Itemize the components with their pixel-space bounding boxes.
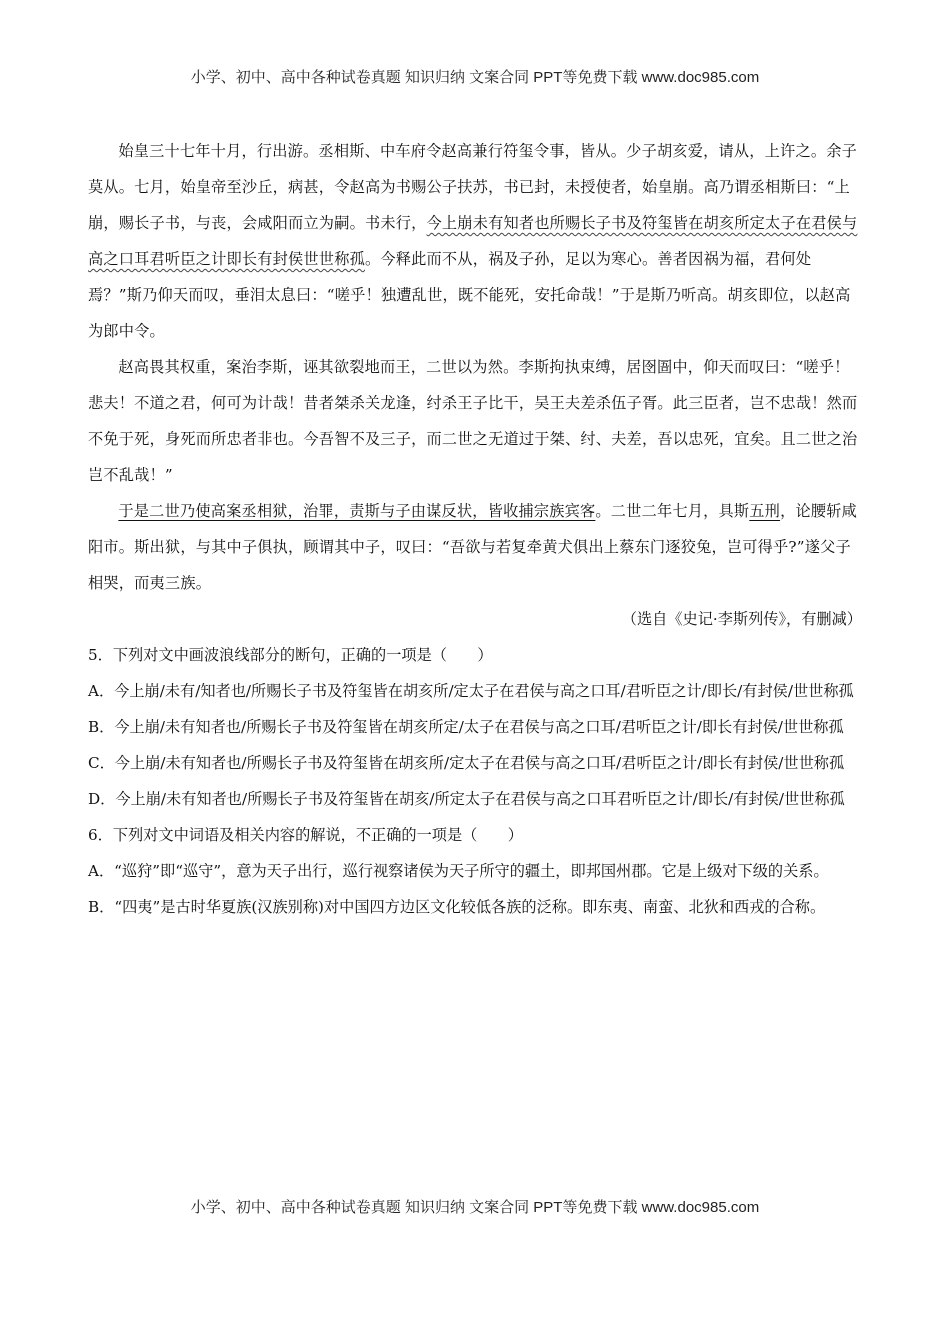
footer-banner: 小学、初中、高中各种试卷真题 知识归纳 文案合同 PPT等免费下载 www.doc985.com [190,1199,760,1216]
p3-text-after: ，论腰斩咸阳市。斯出狱，与其中子俱执，顾谓其中子，叹曰：“吾欲与若复牵黄犬俱出上蔡东门逐狡兔，岂可得乎?”遂父子相哭，而夷三族。 [88,502,857,592]
p1-text-after: 。今释此而不从，祸及子孙，足以为寒心。善者因祸为福，君何处焉？”斯乃仰天而叹，垂泪太息曰：“嗟乎！独遭乱世，既不能死，安托命哉！”于是斯乃听高。胡亥即位，以赵高为郎中令。 [88,250,851,340]
passage-source: （选自《史记·李斯列传》，有删减） [621,610,862,628]
question-5-option-b: B．今上崩/未有知者也/所赐长子书及符玺皆在胡亥所定/太子在君侯与高之口耳/君听臣之计/即长有封侯/世世称孤 [88,718,844,736]
document-body [88,133,862,925]
underlined-sentence: 于是二世乃使高案丞相狱，治罪，责斯与子由谋反状，皆收捕宗族宾客 [118,502,596,520]
header-banner: 小学、初中、高中各种试卷真题 知识归纳 文案合同 PPT等免费下载 www.doc985.com [190,69,760,86]
underlined-term: 五刑 [749,502,781,520]
question-5-option-a: A．今上崩/未有/知者也/所赐长子书及符玺皆在胡亥所/定太子在君侯与高之口耳/君听臣之计/即长/有封侯/世世称孤 [88,682,854,700]
question-5-option-c: C．今上崩/未有知者也/所赐长子书及符玺皆在胡亥所/定太子在君侯与高之口耳/君听臣之计/即长有封侯/世世称孤 [88,754,845,772]
passage-paragraph-1 [88,133,862,349]
question-5-stem: 5．下列对文中画波浪线部分的断句，正确的一项是（ ） [88,646,493,664]
passage-paragraph-3 [88,493,862,601]
p1-text-before: 始皇三十七年十月，行出游。丞相斯、中车府令赵高兼行符玺令事，皆从。少子胡亥爱，请从，上许之。余子莫从。七月，始皇帝至沙丘，病甚，令赵高为书赐公子扶苏，书已封，未授使者，始皇崩。高乃谓丞相斯曰：“上崩，赐长子书，与丧，会咸阳而立为嗣。书未行， [88,142,857,232]
wavy-underlined-sentence: 今上崩未有知者也所赐长子书及符玺皆在胡亥所定太子在君侯与高之口耳君听臣之计即长有封侯世世称孤 [88,214,858,268]
question-5-option-d: D．今上崩/未有知者也/所赐长子书及符玺皆在胡亥/所定太子在君侯与高之口耳君听臣之计/即长/有封侯/世世称孤 [88,790,845,808]
passage-paragraph-2: 赵高畏其权重，案治李斯，诬其欲裂地而王，二世以为然。李斯拘执束缚，居囹圄中，仰天而叹曰：“嗟乎！悲夫！不道之君，何可为计哉！昔者桀杀关龙逢，纣杀王子比干，吴王夫差杀伍子胥。此三臣者，岂不忠哉！然而不免于死，身死而所忠者非也。今吾智不及三子，而二世之无道过于桀、纣、夫差，吾以忠死，宜矣。且二世之治岂不乱哉！” [88,358,858,484]
question-6-option-a: A．“巡狩”即“巡守”，意为天子出行，巡行视察诸侯为天子所守的疆土，即邦国州郡。它是上级对下级的关系。 [88,862,829,880]
question-6-stem: 6．下列对文中词语及相关内容的解说，不正确的一项是（ ） [88,826,523,844]
question-6-option-b: B．“四夷”是古时华夏族(汉族别称)对中国四方边区文化较低各族的泛称。即东夷、南蛮、北狄和西戎的合称。 [88,898,826,916]
p3-text-middle: 。二世二年七月，具斯 [595,502,750,520]
